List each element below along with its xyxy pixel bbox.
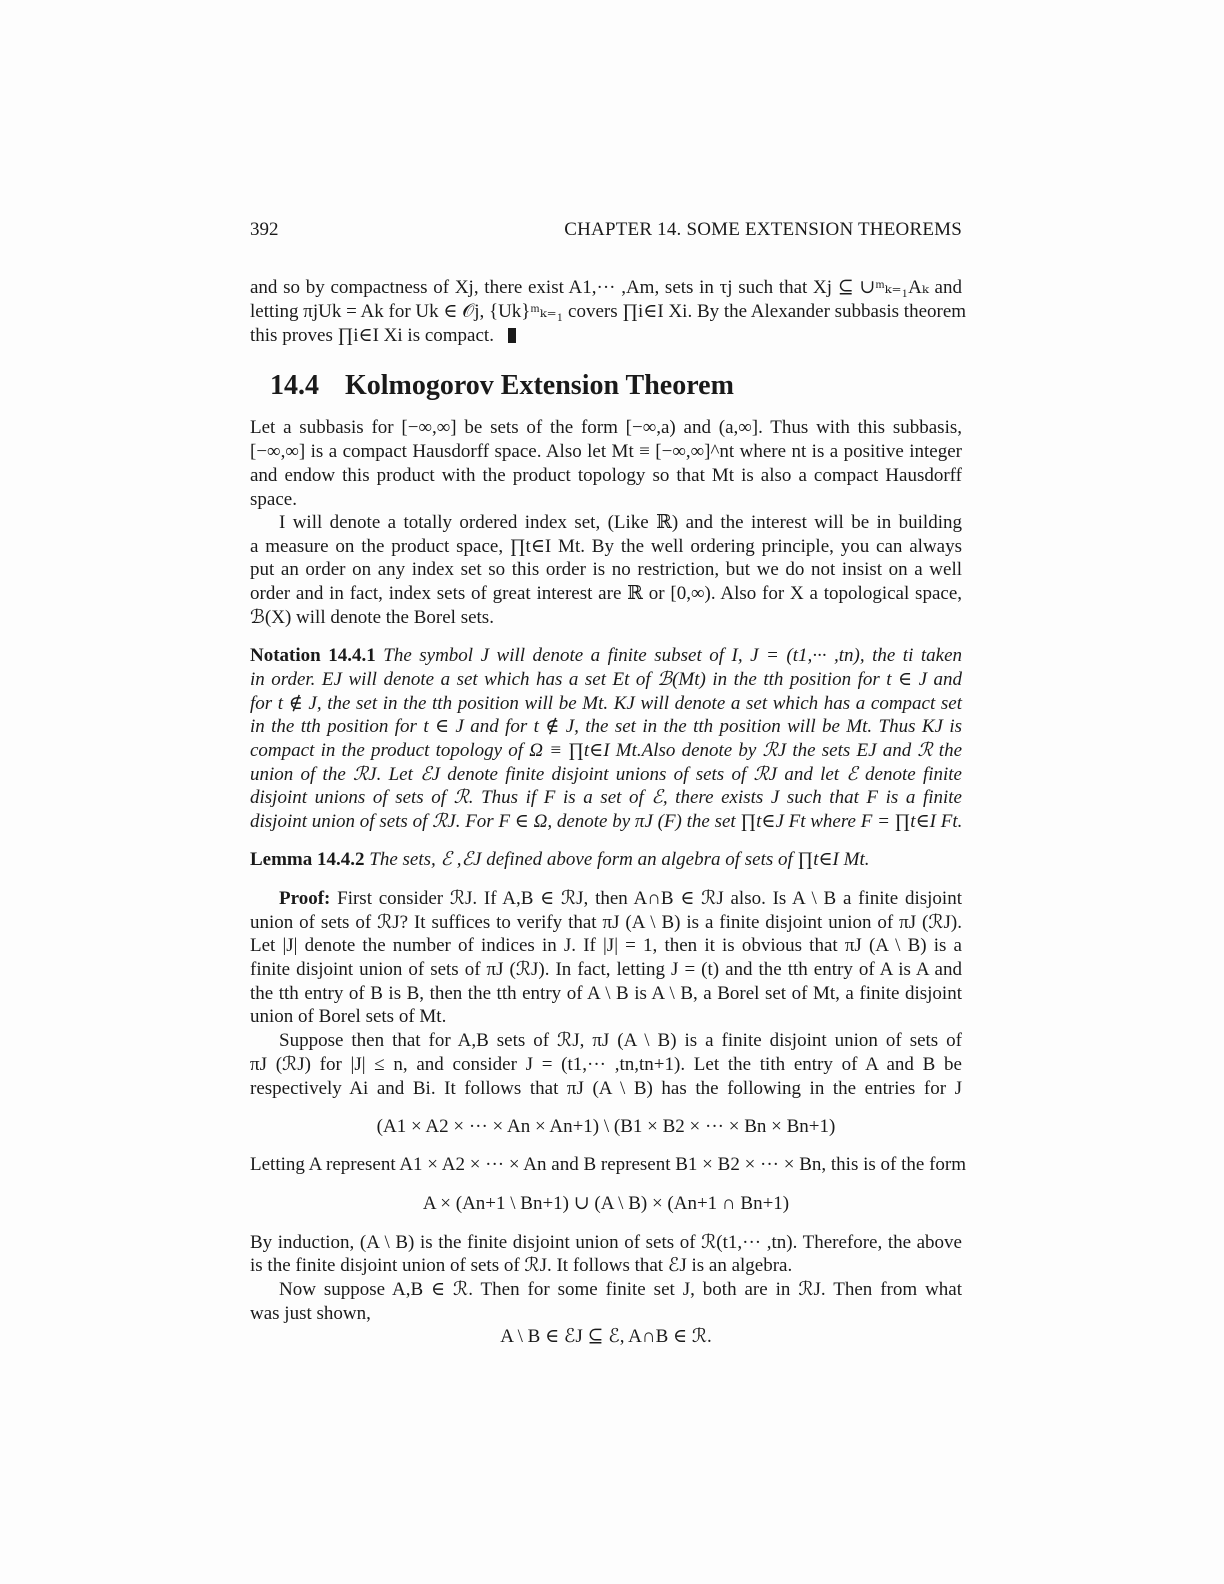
proof-line-4: finite disjoint union of sets of πJ (ℛJ). In fact, letting J = (t) and the tth entry of A is A and [250,959,962,980]
proof-line-7: Suppose then that for A,B sets of ℛJ, πJ (A \ B) is a finite disjoint union of sets of [279,1030,962,1051]
lemma-statement: Lemma 14.4.2 The sets, ℰ ,ℰJ defined above form an algebra of sets of ∏t∈I Mt. [250,849,870,870]
notation-line-5: compact in the product topology of Ω ≡ ∏t∈I Mt.Also denote by ℛJ the sets EJ and ℛ the [250,740,962,761]
intro-line-6: a measure on the product space, ∏t∈I Mt. By the well ordering principle, you can always [250,536,962,557]
proof-line-5: the tth entry of B is B, then the tth entry of A \ B is A \ B, a Borel set of Mt, a finite disjoint [250,983,962,1004]
notation-line-1: Notation 14.4.1 The symbol J will denote a finite subset of I, J = (t1,··· ,tn), the ti taken [250,645,963,666]
proof-line-10: Letting A represent A1 × A2 × ··· × An and B represent B1 × B2 × ··· × Bn, this is of the form [250,1154,966,1175]
proof-line-3: Let |J| denote the number of indices in J. If |J| = 1, then it is obvious that πJ (A \ B) is a [250,935,962,956]
lemma-label: Lemma 14.4.2 [250,849,365,870]
notation-line-4: in the tth position for t ∈ J and for t ∉ J, the set in the tth position will be Mt. Thus KJ is [250,716,962,737]
notation-line-7: disjoint unions of sets of ℛ. Thus if F is a set of ℰ, there exists J such that F is a finite [250,787,962,808]
section-heading [270,370,734,402]
page-number: 392 [250,219,279,240]
intro-line-3: and endow this product with the product topology so that Mt is also a compact Hausdorff [250,465,962,486]
intro-line-8: order and in fact, index sets of great interest are ℝ or [0,∞). Also for X a topological space, [250,583,962,604]
qed-square-icon [508,328,516,343]
display-equation-3: A \ B ∈ ℰJ ⊆ ℰ, A∩B ∈ ℛ. [500,1326,712,1347]
proof-label: Proof: [279,888,331,909]
proof-line-11: By induction, (A \ B) is the finite disjoint union of sets of ℛ(t1,··· ,tn). Therefore, the above [250,1232,962,1253]
intro-line-4: space. [250,489,297,510]
proof-line-6: union of Borel sets of Mt. [250,1006,447,1027]
continuation-line-3: this proves ∏i∈I Xi is compact. [250,324,962,348]
intro-line-2: [−∞,∞] is a compact Hausdorff space. Also let Mt ≡ [−∞,∞]^nt where nt is a positive integer [250,441,962,462]
notation-line-6: union of the ℛJ. Let ℰJ denote finite disjoint unions of sets of ℛJ and let ℰ denote finite [250,764,962,785]
notation-label: Notation 14.4.1 [250,645,376,666]
intro-line-7: put an order on any index set so this order is no restriction, but we do not insist on a well [250,559,962,580]
proof-line-14: was just shown, [250,1303,371,1324]
section-title: Kolmogorov Extension Theorem [345,370,734,401]
proof-line-9: respectively Ai and Bi. It follows that πJ (A \ B) has the following in the entries for J [250,1078,962,1099]
intro-line-1: Let a subbasis for [−∞,∞] be sets of the form [−∞,a) and (a,∞]. Thus with this subbasis, [250,417,962,438]
display-equation-2: A × (An+1 \ Bn+1) ∪ (A \ B) × (An+1 ∩ Bn+1) [422,1193,790,1214]
notation-line-2: in order. EJ will denote a set which has a set Et of ℬ(Mt) in the tth position for t ∈ J and [250,669,962,690]
proof-line-8: πJ (ℛJ) for |J| ≤ n, and consider J = (t1,··· ,tn,tn+1). Let the tith entry of A and B be [250,1054,962,1075]
running-header: CHAPTER 14. SOME EXTENSION THEOREMS [564,219,962,240]
notation-line-3: for t ∉ J, the set in the tth position will be Mt. KJ will denote a set which has a compact set [250,693,962,714]
section-number: 14.4 [270,370,319,401]
continuation-line-1: and so by compactness of Xj, there exist A1,··· ,Am, sets in τj such that Xj ⊆ ∪ᵐₖ₌₁Aₖ and [250,277,962,298]
continuation-line-2: letting πjUk = Ak for Uk ∈ 𝒪j, {Uk}ᵐₖ₌₁ covers ∏i∈I Xi. By the Alexander subbasis theorem [250,301,967,322]
intro-line-5: I will denote a totally ordered index set, (Like ℝ) and the interest will be in building [279,512,962,533]
proof-line-13: Now suppose A,B ∈ ℛ. Then for some finite set J, both are in ℛJ. Then from what [279,1279,962,1300]
notation-line-8: disjoint union of sets of ℛJ. For F ∈ Ω, denote by πJ (F) the set ∏t∈J Ft where F = ∏t∈I Ft. [250,811,963,832]
intro-line-9: ℬ(X) will denote the Borel sets. [250,607,494,628]
display-equation-1: (A1 × A2 × ··· × An × An+1) \ (B1 × B2 × ··· × Bn × Bn+1) [376,1116,836,1137]
proof-line-2: union of sets of ℛJ? It suffices to verify that πJ (A \ B) is a finite disjoint union of πJ (ℛJ). [250,912,962,933]
proof-line-12: is the finite disjoint union of sets of ℛJ. It follows that ℰJ is an algebra. [250,1255,793,1276]
proof-line-1: Proof: First consider ℛJ. If A,B ∈ ℛJ, then A∩B ∈ ℛJ also. Is A \ B a finite disjoint [279,888,962,909]
